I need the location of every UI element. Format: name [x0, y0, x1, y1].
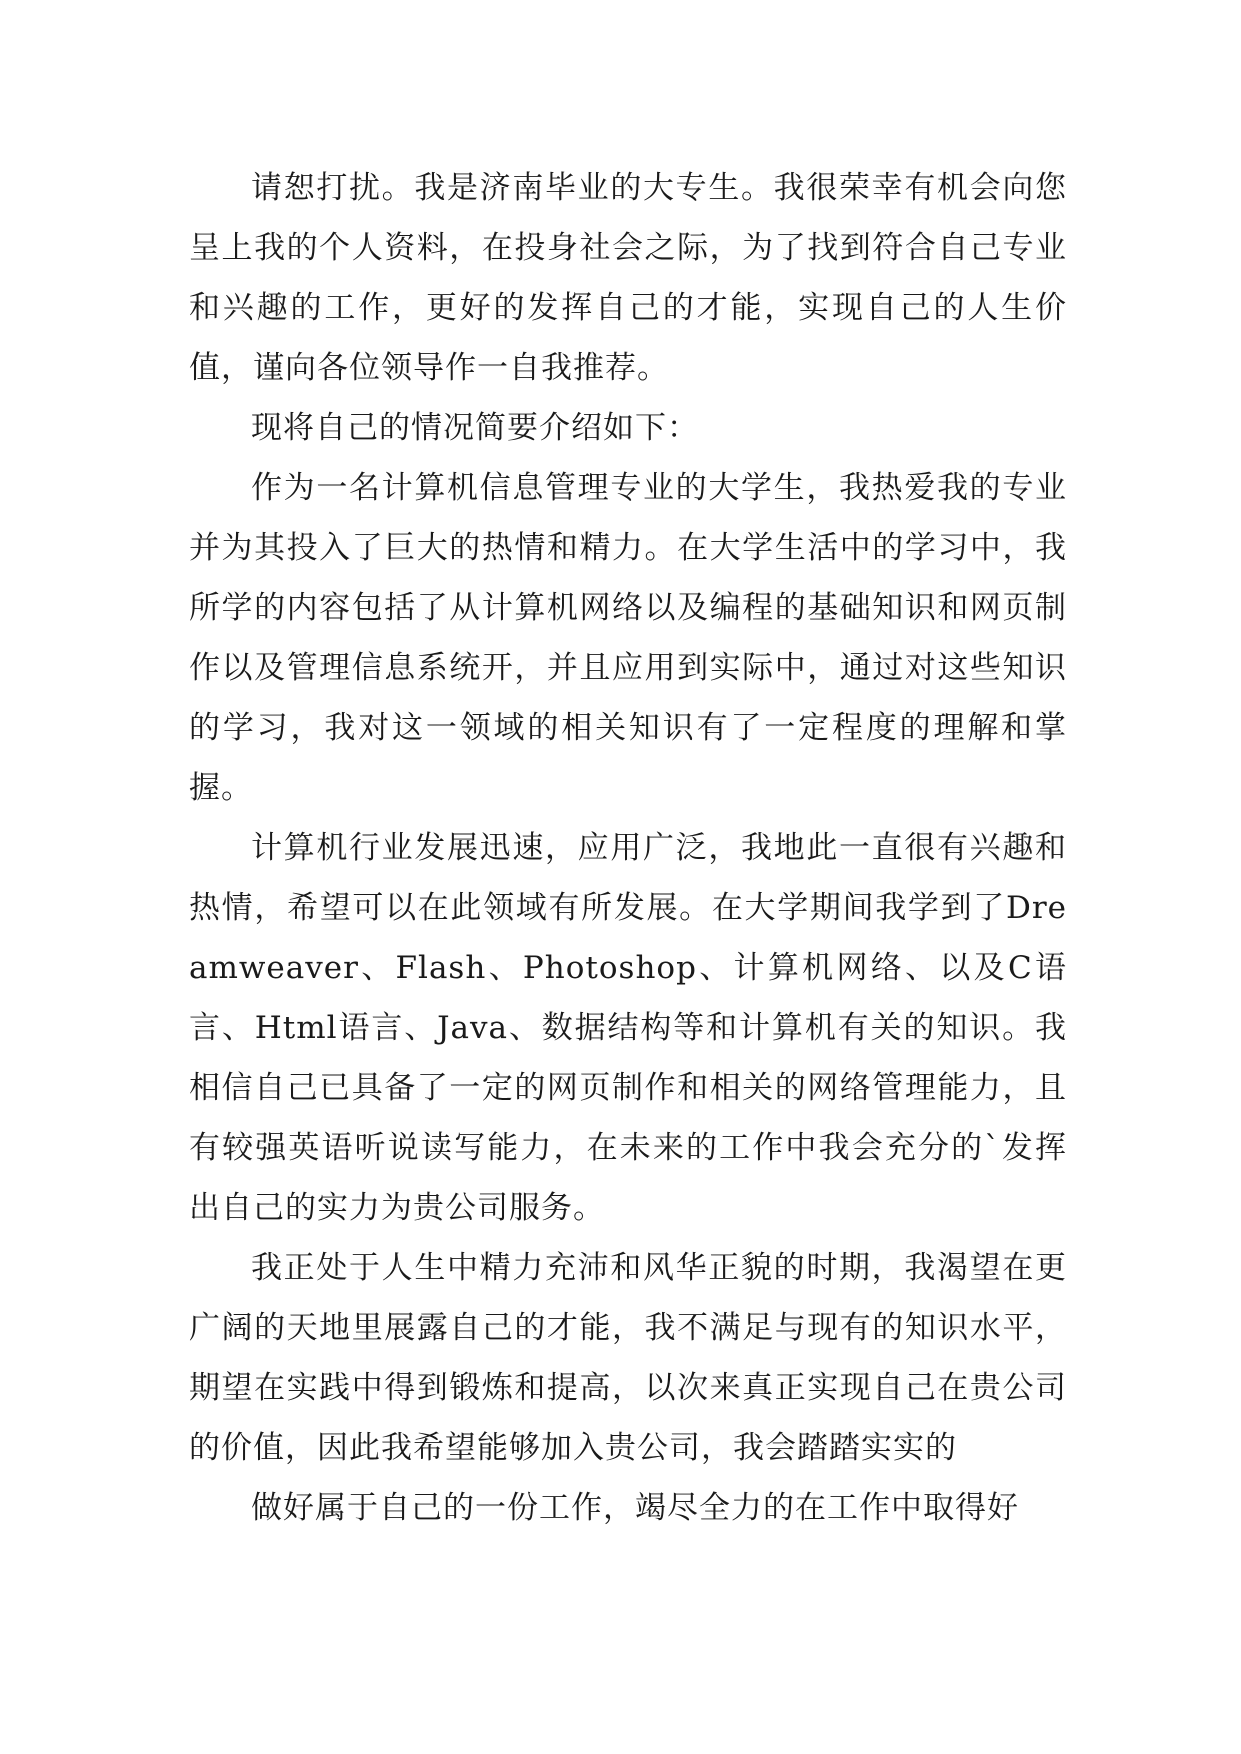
paragraph-commitment: 做好属于自己的一份工作，竭尽全力的在工作中取得好 — [251, 1490, 1019, 1526]
document-body — [189, 158, 1067, 1538]
paragraph-overview: 现将自己的情况简要介绍如下： — [251, 410, 699, 446]
paragraph-skills: 计算机行业发展迅速，应用广泛，我地此一直很有兴趣和热情，希望可以在此领域有所发展。在大学期间我学到了Dreamweaver、Flash、Photoshop、计算机网络、以及C语言、Html语言、Java、数据结构等和计算机有关的知识。我相信自己已具备了一定的网页制作和相关的网络管理能力，且有较强英语听说读写能力，在未来的工作中我会充分的`发挥出自己的实力为贵公司服务。 — [189, 830, 1067, 1226]
paragraph-major: 作为一名计算机信息管理专业的大学生，我热爱我的专业并为其投入了巨大的热情和精力。在大学生活中的学习中，我所学的内容包括了从计算机网络以及编程的基础知识和网页制作以及管理信息系统开，并且应用到实际中，通过对这些知识的学习，我对这一领域的相关知识有了一定程度的理解和掌握。 — [189, 470, 1067, 806]
paragraph-intro: 请恕打扰。我是济南毕业的大专生。我很荣幸有机会向您呈上我的个人资料，在投身社会之际，为了找到符合自己专业和兴趣的工作，更好的发挥自己的才能，实现自己的人生价值，谨向各位领导作一自我推荐。 — [189, 170, 1067, 386]
paragraph-aspiration: 我正处于人生中精力充沛和风华正貌的时期，我渴望在更广阔的天地里展露自己的才能，我不满足与现有的知识水平，期望在实践中得到锻炼和提高，以次来真正实现自己在贵公司的价值，因此我希望能够加入贵公司，我会踏踏实实的 — [189, 1250, 1067, 1466]
